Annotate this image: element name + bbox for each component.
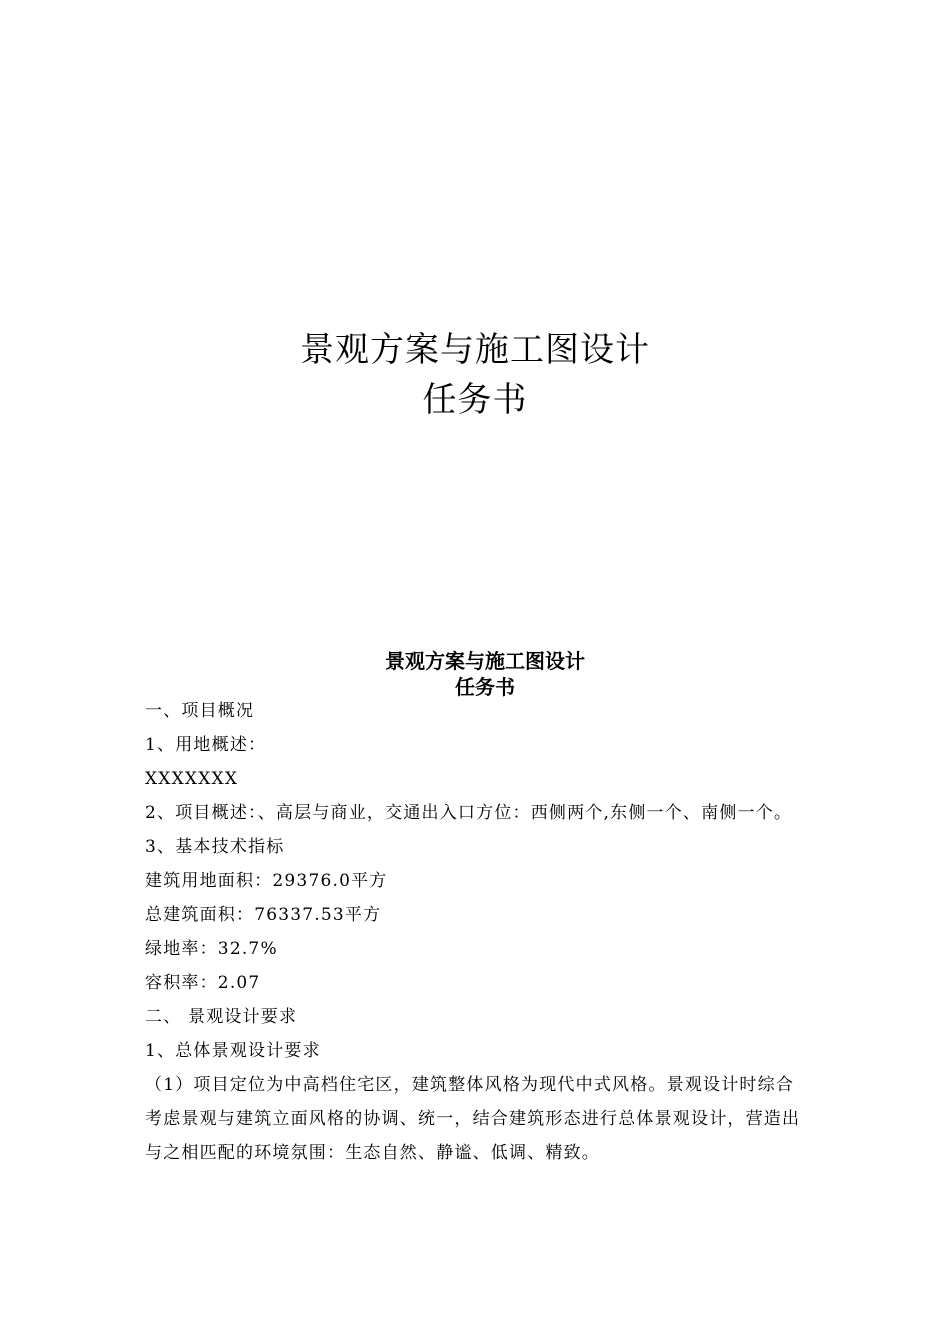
document-body	[145, 694, 810, 1170]
project-overview-text: 2、项目概述：、高层与商业，交通出入口方位：西侧两个,东侧一个、南侧一个。	[145, 803, 793, 823]
document-heading-line1: 景观方案与施工图设计	[385, 649, 585, 673]
cover-title-line2: 任务书	[422, 380, 528, 420]
document-heading-line2: 任务书	[455, 675, 515, 699]
section-heading-project-overview: 一、项目概况	[145, 701, 255, 721]
indicator-site-area: 建筑用地面积：29376.0平方	[145, 871, 388, 891]
subsection-technical-indicators: 3、基本技术指标	[145, 837, 285, 857]
subsection-overall-landscape-requirements: 1、总体景观设计要求	[145, 1041, 321, 1061]
overall-landscape-requirements-text: （1）项目定位为中高档住宅区，建筑整体风格为现代中式风格。景观设计时综合考虑景观与建筑立面风格的协调、统一，结合建筑形态进行总体景观设计，营造出与之相匹配的环境氛围：生态自然、静谧、低调、精致。	[145, 1075, 801, 1163]
indicator-total-floor-area: 总建筑面积：76337.53平方	[145, 905, 382, 925]
subsection-site-overview: 1、用地概述：	[145, 735, 267, 755]
site-overview-text: XXXXXXX	[145, 769, 239, 789]
indicator-floor-area-ratio: 容积率：2.07	[145, 973, 261, 993]
cover-title-line1: 景观方案与施工图设计	[300, 330, 650, 370]
indicator-green-ratio: 绿地率：32.7%	[145, 939, 278, 959]
section-heading-landscape-requirements: 二、 景观设计要求	[145, 1007, 298, 1027]
